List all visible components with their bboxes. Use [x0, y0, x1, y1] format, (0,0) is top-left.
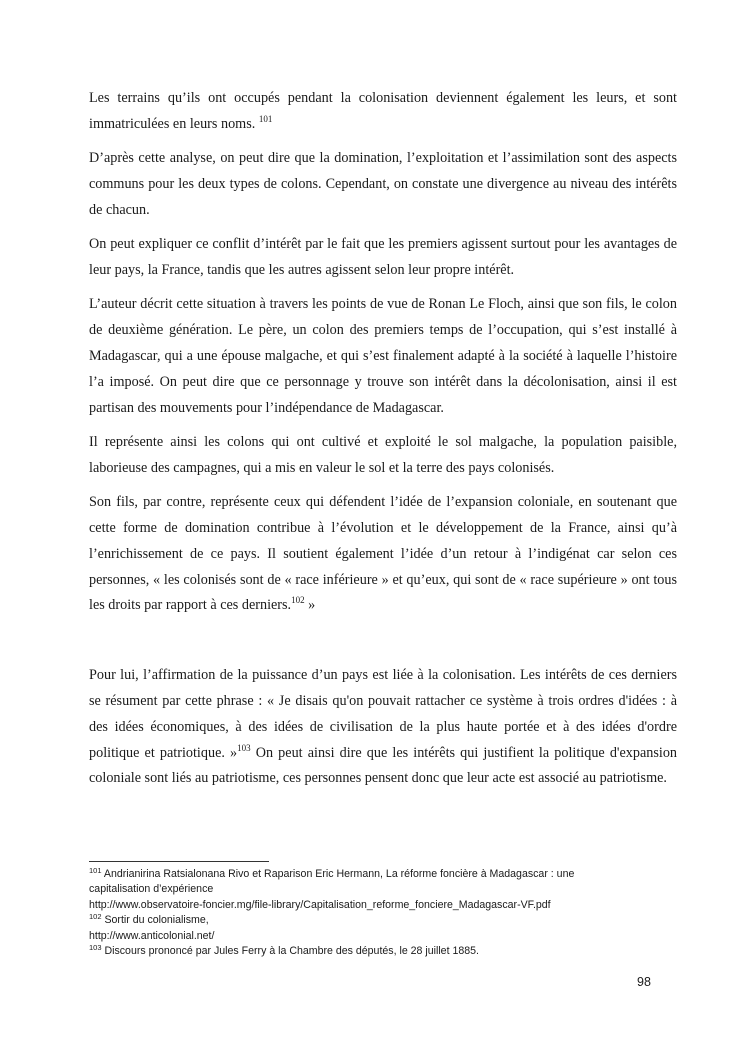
footnote-102: [89, 913, 689, 928]
paragraph-6: [89, 490, 677, 619]
footnote-103-text: Discours prononcé par Jules Ferry à la Chambre des députés, le 28 juillet 1885.: [101, 945, 479, 958]
footnote-102-link[interactable]: http://www.anticolonial.net/: [89, 929, 215, 942]
footnote-ref-103[interactable]: 103: [237, 742, 251, 753]
footnote-101-text: Andrianirina Ratsialonana Rivo et Raparison Eric Hermann, La réforme foncière à Madagascar : une: [101, 868, 575, 880]
footnote-101-link[interactable]: http://www.observatoire-foncier.mg/file-library/Capitalisation_reforme_fonciere_Madagascar-VF.pdf: [89, 898, 551, 911]
paragraph-3: On peut expliquer ce conflit d’intérêt par le fait que les premiers agissent surtout pour les avantages de leur pays, la France, tandis que les autres agissent selon leur propre intérêt.: [89, 236, 677, 278]
paragraph-6-tail: »: [304, 597, 316, 614]
paragraph-5: Il représente ainsi les colons qui ont cultivé et exploité le sol malgache, la population paisible, laborieuse des campagnes, qui a mis en valeur le sol et la terre des pays colonisés.: [89, 433, 677, 476]
footnote-101-continued: capitalisation d’expérience: [89, 883, 214, 896]
paragraph-7-text-before: Pour lui, l’affirmation de la puissance d’un pays est liée à la colonisation. Les intérêts de ces derniers se résument par cette phrase : « Je disais qu'on pouvait rattacher ce système à trois ordres d'idées : à des idées économiques, à des idées de civilisation de la plus haute portée et à des idées d'ordre politique et patriotique. »: [89, 667, 677, 761]
paragraph-6-text: Son fils, par contre, représente ceux qui défendent l’idée de l’expansion coloniale, en soutenant que cette forme de domination contribue à l’évolution et le développement de la France, ainsi qu’à l’enrichissement de ce pays. Il soutient également l’idée d’un retour à l’indigénat car selon ces personnes, « les colonisés sont de « race inférieure » et qu’eux, qui sont de « race supérieure » ont tous les droits par rapport à ces derniers.: [89, 494, 677, 614]
footnote-101-number: 101: [89, 866, 102, 875]
paragraph-2: D’après cette analyse, on peut dire que la domination, l’exploitation et l’assimilation sont des aspects communs pour les deux types de colons. Cependant, on constate une divergence au niveau des intérêts de chacun.: [89, 150, 677, 218]
body-text: [89, 86, 677, 801]
footnote-103: [89, 944, 689, 959]
footnote-ref-102[interactable]: 102: [291, 595, 305, 606]
paragraph-1-text: Les terrains qu’ils ont occupés pendant la colonisation deviennent également les leurs, et sont immatriculées en leurs noms.: [89, 90, 677, 132]
footnote-ref-101[interactable]: 101: [258, 113, 273, 124]
paragraph-1: [89, 86, 677, 138]
footnote-103-number: 103: [89, 943, 102, 953]
footnote-separator: [89, 861, 269, 862]
footnote-101: [89, 867, 689, 882]
page-number: 98: [637, 975, 651, 989]
footnotes: [89, 867, 689, 959]
paragraph-4: L’auteur décrit cette situation à travers les points de vue de Ronan Le Floch, ainsi que son fils, le colon de deuxième génération. Le père, un colon des premiers temps de l’occupation, qui s’est installé à Madagascar, qui a une épouse malgache, et qui s’est finalement adapté à la société à laquelle l’histoire l’a imposé. On peut dire que ce personnage y trouve son intérêt dans la décolonisation, ainsi il est partisan des mouvements pour l’indépendance de Madagascar.: [89, 296, 677, 416]
paragraph-7-text-after: On peut ainsi dire que les intérêts qui justifient la politique d'expansion coloniale sont liés au patriotisme, ces personnes pensent donc que leur acte est associé au patriotisme.: [89, 744, 678, 787]
footnote-102-number: 102: [89, 912, 102, 922]
paragraph-7: [89, 663, 677, 792]
footnote-102-text: Sortir du colonialisme,: [101, 914, 209, 927]
